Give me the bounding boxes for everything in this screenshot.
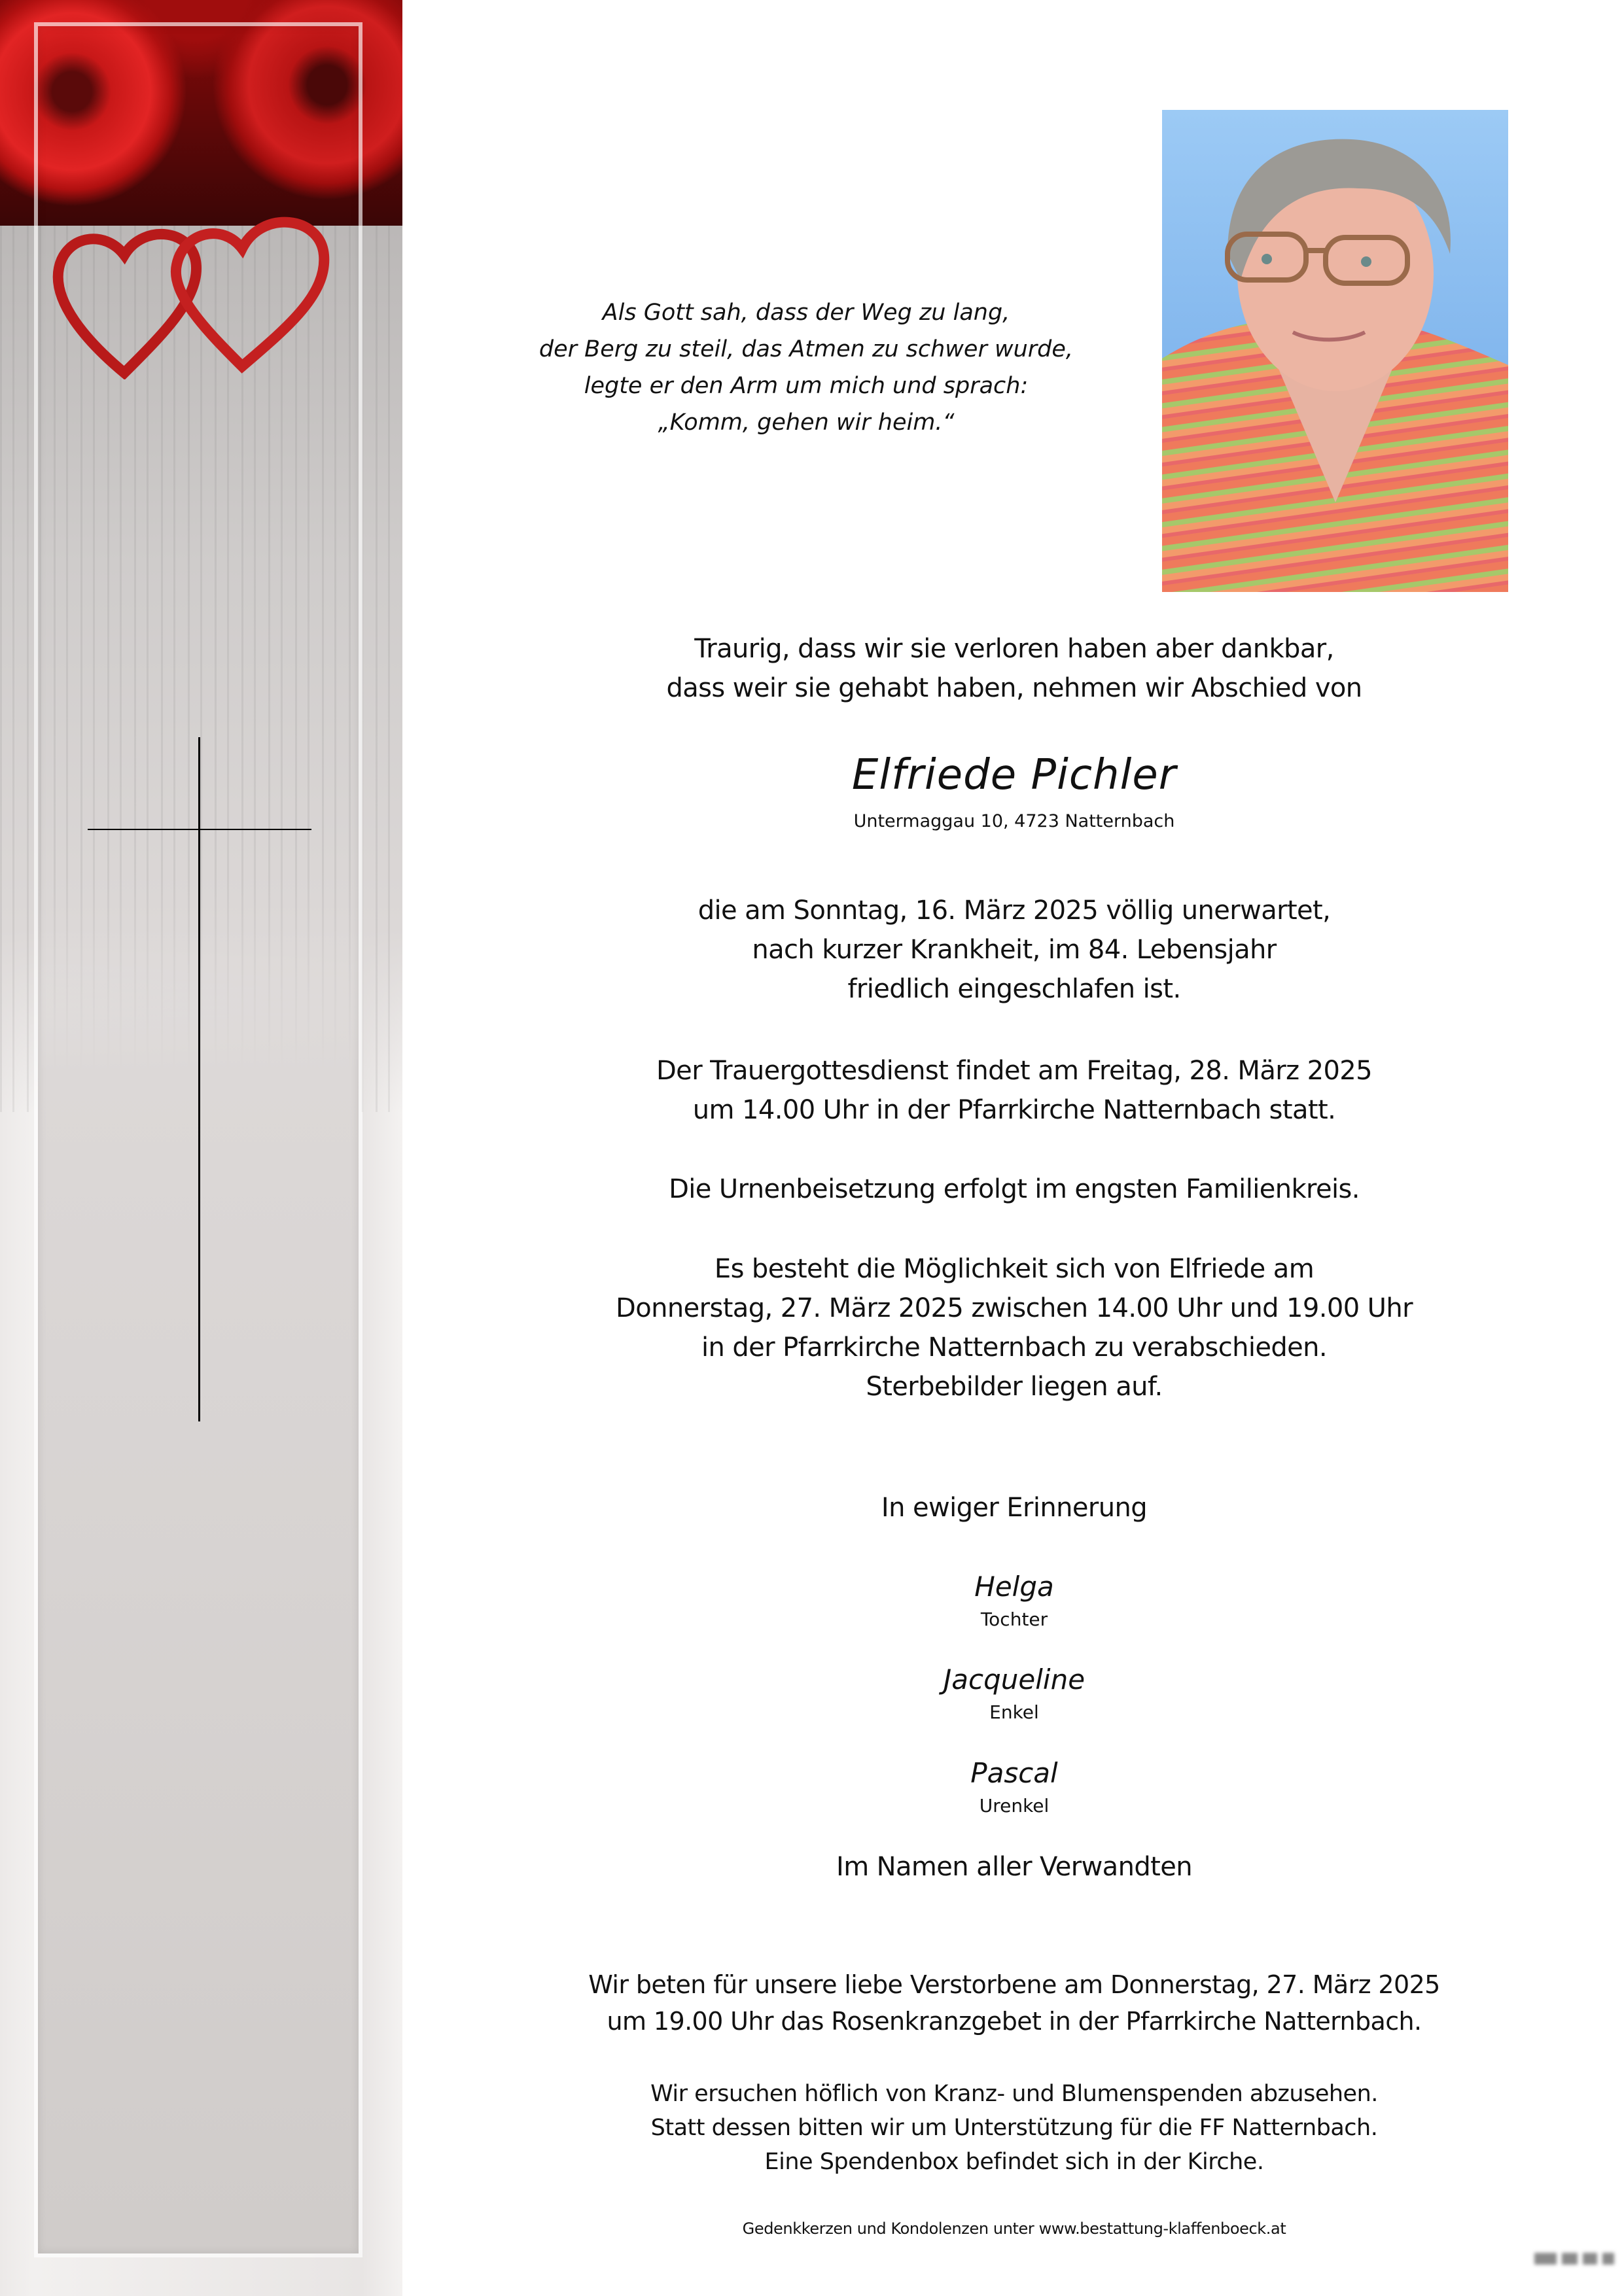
portrait-illustration bbox=[1162, 110, 1508, 592]
farewell-line: Sterbebilder liegen auf. bbox=[866, 1372, 1163, 1402]
poem-line: Als Gott sah, dass der Weg zu lang, bbox=[602, 300, 1010, 326]
death-notice bbox=[576, 891, 1453, 1009]
notice-line: friedlich eingeschlafen ist. bbox=[847, 974, 1181, 1004]
cross-icon-horizontal bbox=[88, 829, 311, 830]
notice-line: nach kurzer Krankheit, im 84. Lebensjahr bbox=[752, 935, 1277, 965]
relatives-line: Im Namen aller Verwandten bbox=[836, 1852, 1192, 1882]
service-line: um 14.00 Uhr in der Pfarrkirche Natternbach statt. bbox=[692, 1095, 1336, 1125]
urn-line: Die Urnenbeisetzung erfolgt im engsten Familienkreis. bbox=[669, 1174, 1360, 1204]
poem-line: legte er den Arm um mich und sprach: bbox=[584, 373, 1029, 399]
funeral-service-info bbox=[576, 1051, 1453, 1130]
farewell-line: Es besteht die Möglichkeit sich von Elfriede am bbox=[714, 1254, 1315, 1284]
farewell-line: in der Pfarrkirche Natternbach zu verabschieden. bbox=[701, 1332, 1328, 1363]
cross-icon-vertical bbox=[198, 737, 200, 1421]
family-member-name: Jacqueline bbox=[943, 1663, 1086, 1696]
donation-line: Wir ersuchen höflich von Kranz- und Blumenspenden abzusehen. bbox=[650, 2081, 1378, 2107]
poem-line: der Berg zu steil, das Atmen zu schwer wurde, bbox=[538, 336, 1074, 362]
portrait-photo bbox=[1162, 110, 1508, 592]
intro-text bbox=[576, 629, 1453, 708]
donation-line: Statt dessen bitten wir um Unterstützung für die FF Natternbach. bbox=[650, 2115, 1378, 2141]
family-member-relation: Tochter bbox=[980, 1609, 1048, 1630]
family-member-name: Pascal bbox=[970, 1757, 1058, 1789]
family-member-relation: Urenkel bbox=[979, 1795, 1050, 1817]
deceased-address: Untermaggau 10, 4723 Natternbach bbox=[853, 811, 1175, 831]
poem bbox=[510, 294, 1102, 441]
family-member-relation: Enkel bbox=[989, 1701, 1039, 1723]
intro-line: Traurig, dass wir sie verloren haben aber dankbar, bbox=[694, 634, 1334, 664]
donation-info bbox=[576, 2077, 1453, 2179]
deceased-name: Elfriede Pichler bbox=[851, 751, 1177, 799]
condolence-footer: Gedenkkerzen und Kondolenzen unter www.bestattung-klaffenboeck.at bbox=[742, 2219, 1286, 2238]
family-member-name: Helga bbox=[974, 1571, 1054, 1603]
farewell-info bbox=[576, 1249, 1453, 1406]
blurred-reference-code bbox=[1534, 2253, 1619, 2267]
rosary-line: um 19.00 Uhr das Rosenkranzgebet in der Pfarrkirche Natternbach. bbox=[607, 2007, 1422, 2036]
memory-heading: In ewiger Erinnerung bbox=[881, 1493, 1148, 1523]
rosary-line: Wir beten für unsere liebe Verstorbene am Donnerstag, 27. März 2025 bbox=[588, 1970, 1440, 1999]
donation-line: Eine Spendenbox befindet sich in der Kirche. bbox=[764, 2149, 1264, 2175]
notice-line: die am Sonntag, 16. März 2025 völlig unerwartet, bbox=[697, 896, 1331, 926]
poem-line: „Komm, gehen wir heim.“ bbox=[658, 409, 955, 436]
rosary-info bbox=[576, 1966, 1453, 2040]
intro-line: dass weir sie gehabt haben, nehmen wir Abschied von bbox=[666, 673, 1362, 703]
service-line: Der Trauergottesdienst findet am Freitag, 28. März 2025 bbox=[656, 1056, 1372, 1086]
farewell-line: Donnerstag, 27. März 2025 zwischen 14.00 Uhr und 19.00 Uhr bbox=[616, 1293, 1413, 1323]
decorative-side-strip bbox=[0, 0, 402, 2296]
urn-burial-info bbox=[576, 1170, 1453, 1209]
